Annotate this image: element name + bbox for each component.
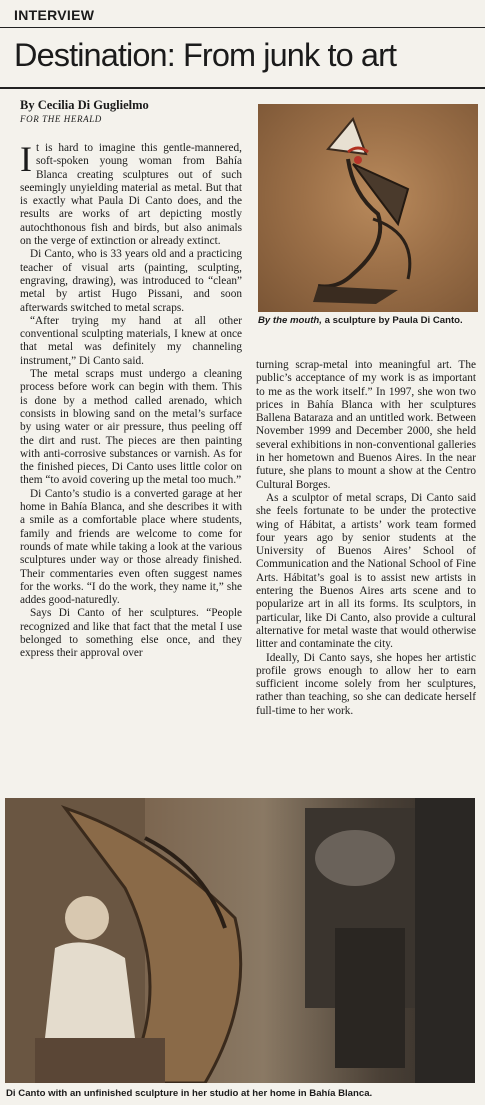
studio-illustration [5, 798, 475, 1083]
paragraph: turning scrap-metal into meaningful art. The public’s acceptance of my work is as important to me as the work itself.” In 1997, she won two prices in Bahía Blanca with her sculptures Ballena Bataraza and an untitled work. Between November 1999 and December 2000, she held several exhibitions in non-conventional galleries in her hometown and Buenos Aires. In the near future, she plans to mount a show at the Centro Cultural Borges. [256, 359, 476, 491]
paragraph: Ideally, Di Canto says, she hopes her artistic profile grows enough to allow her to earn sufficient income solely from her sculptures, rather than teaching, so she can dedicate herself full-time to her work. [256, 651, 476, 717]
byline-org: FOR THE HERALD [20, 114, 102, 124]
article-column-1 [20, 139, 242, 661]
paragraph: It is hard to imagine this gentle-mannered, soft-spoken young woman from Bahía Blanca creating sculptures out of such seemingly unyielding material as metal. But that is exactly what Paula Di Canto does, and the results are works of art depicting mostly autochthonous fish and birds, but also animals on the verge of extinction or already extinct. [20, 139, 242, 248]
headline: Destination: From junk to art [14, 37, 397, 73]
paragraph: The metal scraps must undergo a cleaning process before work can begin with them. This is done by a method called arenado, which consists in blowing sand on the metal’s surface by using water or air pressure, thus peeling off the dirt and rust. The pieces are then painting with anti-corrosive substances or varnish. As for the finished pieces, Di Canto uses little color on them “to avoid covering up the metal too much.” [20, 368, 242, 487]
studio-caption: Di Canto with an unfinished sculpture in her studio at her home in Bahía Blanca. [6, 1088, 373, 1099]
section-label: INTERVIEW [14, 7, 95, 23]
sculpture-caption-text: a sculpture by Paula Di Canto. [321, 315, 463, 326]
paragraph: Di Canto’s studio is a converted garage at her home in Bahía Blanca, and she describes it with a smile as a comfortable place where students, family and friends are welcome to come for rounds of mate while taking a look at the various sculptures under way or those already finished. Their commentaries even often suggest names for the works. “I do the work, they name it,” she addes good-naturedly. [20, 487, 242, 607]
headline-rule [0, 87, 485, 89]
sculpture-caption [258, 315, 473, 327]
dropcap: I [20, 139, 32, 179]
paragraph: Di Canto, who is 33 years old and a practicing teacher of visual arts (painting, sculpting, engraving, drawing), was introduced to “clean” metal by artist Hugo Pissani, and soon afterwards switched to metal scraps. [20, 248, 242, 314]
sculpture-caption-lead: By the mouth, [258, 315, 322, 326]
section-rule [0, 27, 485, 28]
studio-photo [5, 798, 475, 1083]
article-column-2 [256, 359, 476, 718]
paragraph: Says Di Canto of her sculptures. “People recognized and like that fact that the metal I use belonged to something else once, and they express their approval over [20, 607, 242, 660]
byline-author: By Cecilia Di Guglielmo [20, 98, 149, 112]
paragraph: As a sculptor of metal scraps, Di Canto said she feels fortunate to be under the protective wing of Hábitat, a artists’ work team formed four years ago by senior students at the University of Buenos Aires’ School of Communication and the National School of Fine Arts. Hábitat’s goal is to assist new artists in entering the Buenos Aires arts scene and to popularize art in all its forms. Its sculptors, in particular, like Di Canto, also provide a cultural alternative for metal waste that would otherwise litter and contaminate the city. [256, 491, 476, 651]
sculpture-photo [258, 104, 478, 312]
sculpture-illustration [258, 104, 478, 312]
paragraph: “After trying my hand at all other conventional sculpting materials, I knew at once that metal was definitely my channeling instrument,” Di Canto said. [20, 314, 242, 367]
